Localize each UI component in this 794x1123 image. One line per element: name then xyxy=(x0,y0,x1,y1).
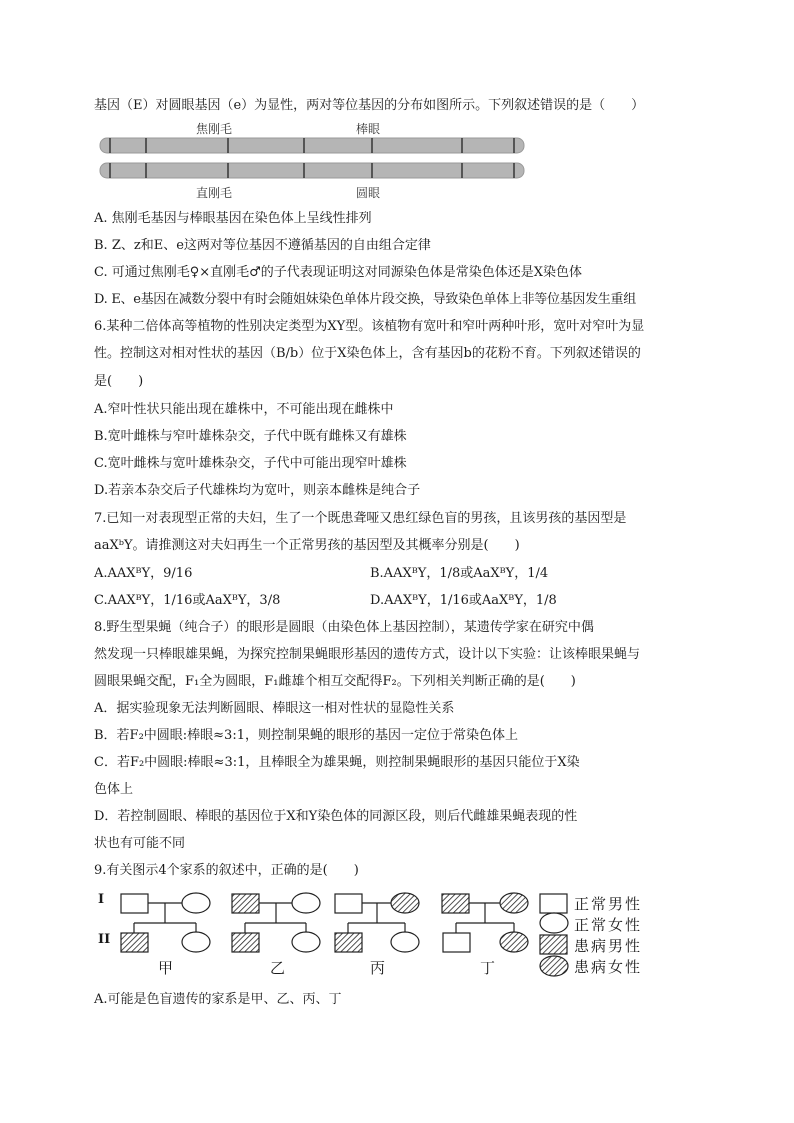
q7-stem-1: 7.已知一对表现型正常的夫妇，生了一个既患聋哑又患红绿色盲的男孩，且该男孩的基因型是 xyxy=(94,511,627,526)
q8-option-d: D．若控制圆眼、棒眼的基因位于X和Y染色体的同源区段，则后代雌雄果蝇表现的性 xyxy=(94,809,578,824)
family-label-jia: 甲 xyxy=(158,959,174,977)
q5-option-a: A. 焦刚毛基因与棒眼基因在染色体上呈线性排列 xyxy=(94,211,372,226)
family-label-bing: 丙 xyxy=(370,959,386,977)
q9-option-a: A.可能是色盲遗传的家系是甲、乙、丙、丁 xyxy=(94,992,342,1007)
label-bangyan: 棒眼 xyxy=(356,122,381,136)
generation-label-1: I xyxy=(98,892,105,907)
q7-option-d: D.AAXᴮY，1/16或AaXᴮY，1/8 xyxy=(370,593,557,608)
q6-option-b: B.宽叶雌株与窄叶雄株杂交，子代中既有雌株又有雄株 xyxy=(94,429,407,444)
legend-affected-female: 患病女性 xyxy=(574,958,643,976)
family-label-yi: 乙 xyxy=(270,959,286,977)
label-zhi-gangmao: 直刚毛 xyxy=(196,186,233,200)
q5-option-b: B. Z、z和E、e这两对等位基因不遵循基因的自由组合定律 xyxy=(94,238,431,253)
q6-option-c: C.宽叶雌株与宽叶雄株杂交，子代中可能出现窄叶雄株 xyxy=(94,456,407,471)
q8-option-c: C．若F₂中圆眼:棒眼≈3:1，且棒眼全为雄果蝇，则控制果蝇眼形的基因只能位于X染 xyxy=(94,755,580,770)
q8-option-c-cont: 色体上 xyxy=(94,782,134,797)
label-yuanyan: 圆眼 xyxy=(356,186,381,200)
question5-stem: 基因（E）对圆眼基因（e）为显性，两对等位基因的分布如图所示。下列叙述错误的是（ ） xyxy=(94,98,645,113)
label-jiao-gangmao: 焦刚毛 xyxy=(196,122,233,136)
legend-normal-male: 正常男性 xyxy=(574,895,643,913)
legend-normal-female: 正常女性 xyxy=(574,916,643,934)
chromosome-pair xyxy=(98,136,528,184)
q6-option-d: D.若亲本杂交后子代雄株均为宽叶，则亲本雌株是纯合子 xyxy=(94,483,421,498)
q5-option-c: C. 可通过焦刚毛♀×直刚毛♂的子代表现证明这对同源染色体是常染色体还是X染色体 xyxy=(94,265,583,280)
q8-stem-1: 8.野生型果蝇（纯合子）的眼形是圆眼（由染色体上基因控制），某遗传学家在研究中偶 xyxy=(94,620,594,635)
q8-option-a: A．据实验现象无法判断圆眼、棒眼这一相对性状的显隐性关系 xyxy=(94,701,455,716)
generation-label-2: II xyxy=(98,932,111,947)
legend-affected-male: 患病男性 xyxy=(574,937,643,955)
q8-option-b: B．若F₂中圆眼:棒眼≈3:1，则控制果蝇的眼形的基因一定位于常染色体上 xyxy=(94,728,518,743)
q8-stem-2: 然发现一只棒眼雄果蝇，为探究控制果蝇眼形基因的遗传方式，设计以下实验：让该棒眼果蝇与 xyxy=(94,647,641,662)
q6-option-a: A.窄叶性状只能出现在雄株中，不可能出现在雌株中 xyxy=(94,402,394,417)
q9-stem: 9.有关图示4个家系的叙述中，正确的是( ) xyxy=(94,863,359,878)
q6-stem-2: 性。控制这对相对性状的基因（B/b）位于X染色体上，含有基因b的花粉不育。下列叙述错误的 xyxy=(94,346,641,361)
q6-stem-1: 6.某种二倍体高等植物的性别决定类型为XY型。该植物有宽叶和窄叶两种叶形，宽叶对窄叶为显 xyxy=(94,319,645,334)
q7-option-a: A.AAXᴮY，9/16 xyxy=(94,566,193,581)
q7-option-c: C.AAXᴮY，1/16或AaXᴮY，3/8 xyxy=(94,593,281,608)
q7-option-b: B.AAXᴮY，1/8或AaXᴮY，1/4 xyxy=(370,566,549,581)
q7-stem-2: aaXᵇY。请推测这对夫妇再生一个正常男孩的基因型及其概率分别是( ) xyxy=(94,538,520,553)
q8-stem-3: 圆眼果蝇交配，F₁全为圆眼，F₁雌雄个相互交配得F₂。下列相关判断正确的是( ) xyxy=(94,674,576,689)
q5-option-d: D. E、e基因在减数分裂中有时会随姐妹染色单体片段交换，导致染色单体上非等位基因发生重组 xyxy=(94,292,636,307)
q6-stem-3: 是( ) xyxy=(94,374,144,389)
family-label-ding: 丁 xyxy=(480,959,496,977)
chromosome-figure xyxy=(98,120,528,202)
q8-option-d-cont: 状也有可能不同 xyxy=(94,836,186,851)
pedigree-figure xyxy=(94,887,694,979)
